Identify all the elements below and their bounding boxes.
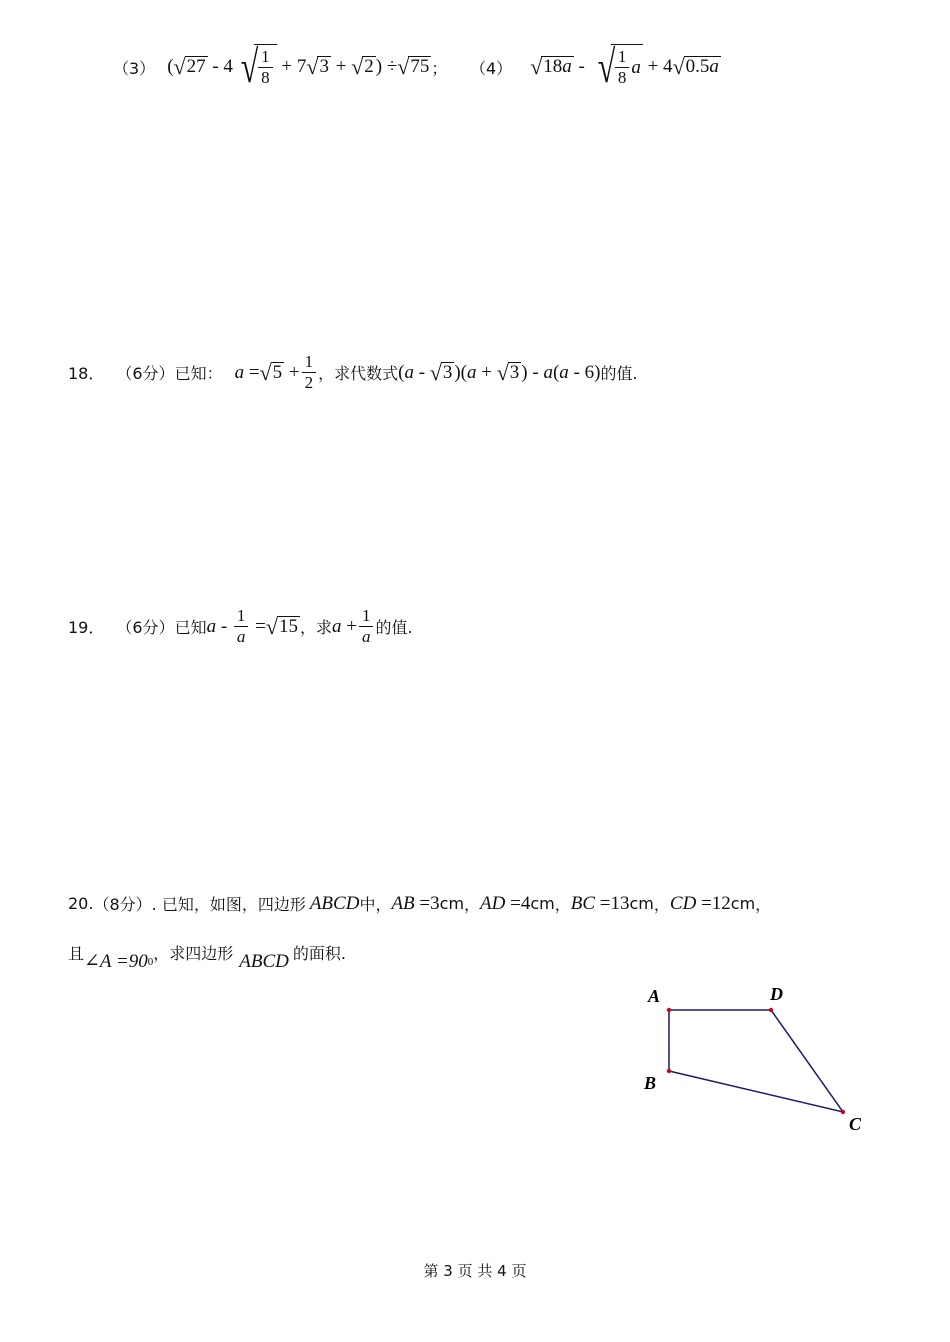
question-18	[68, 352, 638, 394]
question-19-number: 19．	[68, 618, 105, 638]
label-b: B	[644, 1073, 657, 1093]
problem-4-expression: √ 18a - √ $\frac{1}{8}$ a + 4 √ 0.5a	[530, 41, 719, 92]
point-c	[841, 1110, 845, 1114]
point-a	[667, 1008, 671, 1012]
label-d: D	[770, 984, 783, 1004]
question-20-bc: BC =13	[570, 892, 630, 914]
point-d	[769, 1008, 773, 1012]
problem-3-tail: ；	[431, 58, 448, 78]
question-20-stem: . 已知，如图，四边形	[151, 895, 306, 914]
question-19-end: 的值.	[375, 618, 413, 638]
unit-cm: cm	[730, 894, 756, 913]
question-19-mid: ，求	[299, 618, 332, 638]
question-20-cd: CD =12	[669, 892, 731, 914]
question-18-mid: ，求代数式	[318, 364, 399, 384]
question-18-end: 的值.	[600, 364, 638, 384]
question-20-line-1: 20. （8分） . 已知，如图，四边形 ABCD 中， AB =3 cm ， AD =4 cm ， BC =13 cm ， CD =12 cm ，	[68, 892, 772, 914]
problem-3-expression: ( √ 27 - 4 √ $\frac{1}{8}$ + 7 √ 3 + √ 2 ) ÷ √ 75	[167, 41, 430, 92]
label-a: A	[648, 986, 661, 1006]
question-20-number: 20.	[68, 894, 94, 913]
quadrilateral-abcd	[669, 1010, 843, 1112]
question-20-line2-mid: ，求四边形	[153, 944, 234, 963]
question-20-line-2	[68, 932, 346, 973]
quadrilateral-figure	[620, 975, 880, 1150]
page-footer: 第 3 页 共 4 页	[423, 1262, 527, 1280]
question-20-shape-name-2: ABCD	[239, 950, 289, 972]
question-20-score: （8分）	[93, 895, 152, 914]
unit-cm: cm	[439, 894, 465, 913]
problem-4-label: （4）	[470, 58, 513, 78]
question-18-expression: ( a - √ 3 )( a + √ 3 ) - a ( a - 6)	[398, 359, 601, 385]
question-18-score: （6分）	[116, 364, 175, 384]
question-20-zhong: 中，	[359, 895, 392, 914]
question-20-shape-name: ABCD	[309, 892, 360, 914]
question-20-line2-start: 且	[68, 944, 85, 963]
problem-3-label: （3）	[113, 58, 156, 78]
label-c: C	[849, 1114, 862, 1134]
question-20-ab: AB =3	[391, 892, 440, 914]
question-19-score: （6分）	[116, 618, 175, 638]
question-18-given: a = √ 5 + $\frac{1}{2}$	[235, 352, 319, 394]
question-18-stem: 已知：	[174, 364, 223, 384]
question-19-target: a + $\frac{1}{a}$	[332, 606, 375, 648]
question-20-line2-end: 的面积.	[292, 944, 346, 963]
question-18-number: 18．	[68, 364, 105, 384]
problem-3	[113, 41, 448, 92]
question-20-angle: ∠A =90 0	[84, 951, 154, 972]
question-20-ad: AD =4	[480, 892, 531, 914]
question-19-stem: 已知	[174, 618, 207, 638]
problem-4	[470, 41, 721, 92]
question-19	[68, 606, 413, 648]
question-19-given: a - $\frac{1}{a}$ = √ 15	[206, 606, 298, 647]
unit-cm: cm	[629, 894, 654, 913]
unit-cm: cm	[530, 894, 555, 913]
point-b	[667, 1069, 671, 1073]
